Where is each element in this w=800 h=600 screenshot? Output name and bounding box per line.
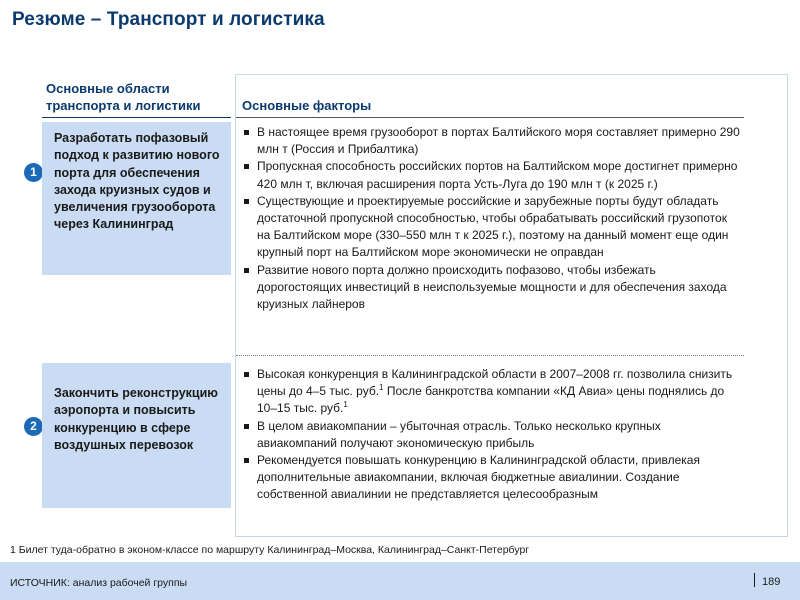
factor-item: Существующие и проектируемые российские и зарубежные порты будут обладать достаточной пропускной способностью, чтобы обрабатывать российский грузопоток на Балтийском море (330–550 млн т к 2025 г.), поэтому на данный момент еще один крупный порт на Балтийском море экономически не оправдан [242,193,742,262]
area-box-port: Разработать пофазовый подход к развитию нового порта для обеспечения захода круизных судов и увеличения грузооборота через Калининград [42,122,231,275]
page-title: Резюме – Транспорт и логистика [12,9,325,30]
section-number-badge: 2 [24,417,43,436]
page-number: 189 [762,576,781,588]
section-divider [236,355,744,356]
footnote: 1 Билет туда-обратно в эконом-классе по маршруту Калининград–Москва, Калининград–Санкт-Петербург [10,544,530,556]
left-column-header: Основные области транспорта и логистики [46,81,201,113]
factor-item: Развитие нового порта должно происходить пофазово, чтобы избежать дорогостоящих инвестиций в неиспользуемые мощности и для обеспечения захода круизных лайнеров [242,262,742,314]
factor-item: Рекомендуется повышать конкуренцию в Калининградской области, привлекая дополнительные авиакомпании, включая бюджетные авиалинии. Создание собственной авиалинии не представляется целесообразным [242,452,742,504]
section-number-badge: 1 [24,163,43,182]
area-box-airport: Закончить реконструкцию аэропорта и повысить конкуренцию в сфере воздушных перевозок [42,363,231,508]
factor-text: После банкротства компании «КД Авиа» цены поднялись до 10–15 тыс. руб. [257,384,725,416]
factor-item: Пропускная способность российских портов на Балтийском море достигнет примерно 420 млн т, включая расширения порта Усть-Луга до 190 млн т (к 2025 г.) [242,158,742,192]
left-header-divider [42,117,231,118]
factors-list-airport [242,366,742,504]
right-header-divider [236,117,744,118]
footnote-ref: 1 [379,383,384,393]
factor-item [242,366,742,418]
source-note: ИСТОЧНИК: анализ рабочей группы [10,577,188,589]
right-column-header: Основные факторы [242,98,372,113]
factors-list-port [242,124,742,313]
page-number-separator [754,573,755,587]
factor-item: В настоящее время грузооборот в портах Балтийского моря составляет примерно 290 млн т (Россия и Прибалтика) [242,124,742,158]
footnote-ref: 1 [343,400,348,410]
factor-text: Высокая конкуренция в Калининградской области в 2007–2008 гг. позволила снизить цены до 4–5 тыс. руб. [257,367,733,399]
factor-item: В целом авиакомпании – убыточная отрасль. Только несколько крупных авиакомпаний получают экономическую прибыль [242,418,742,452]
